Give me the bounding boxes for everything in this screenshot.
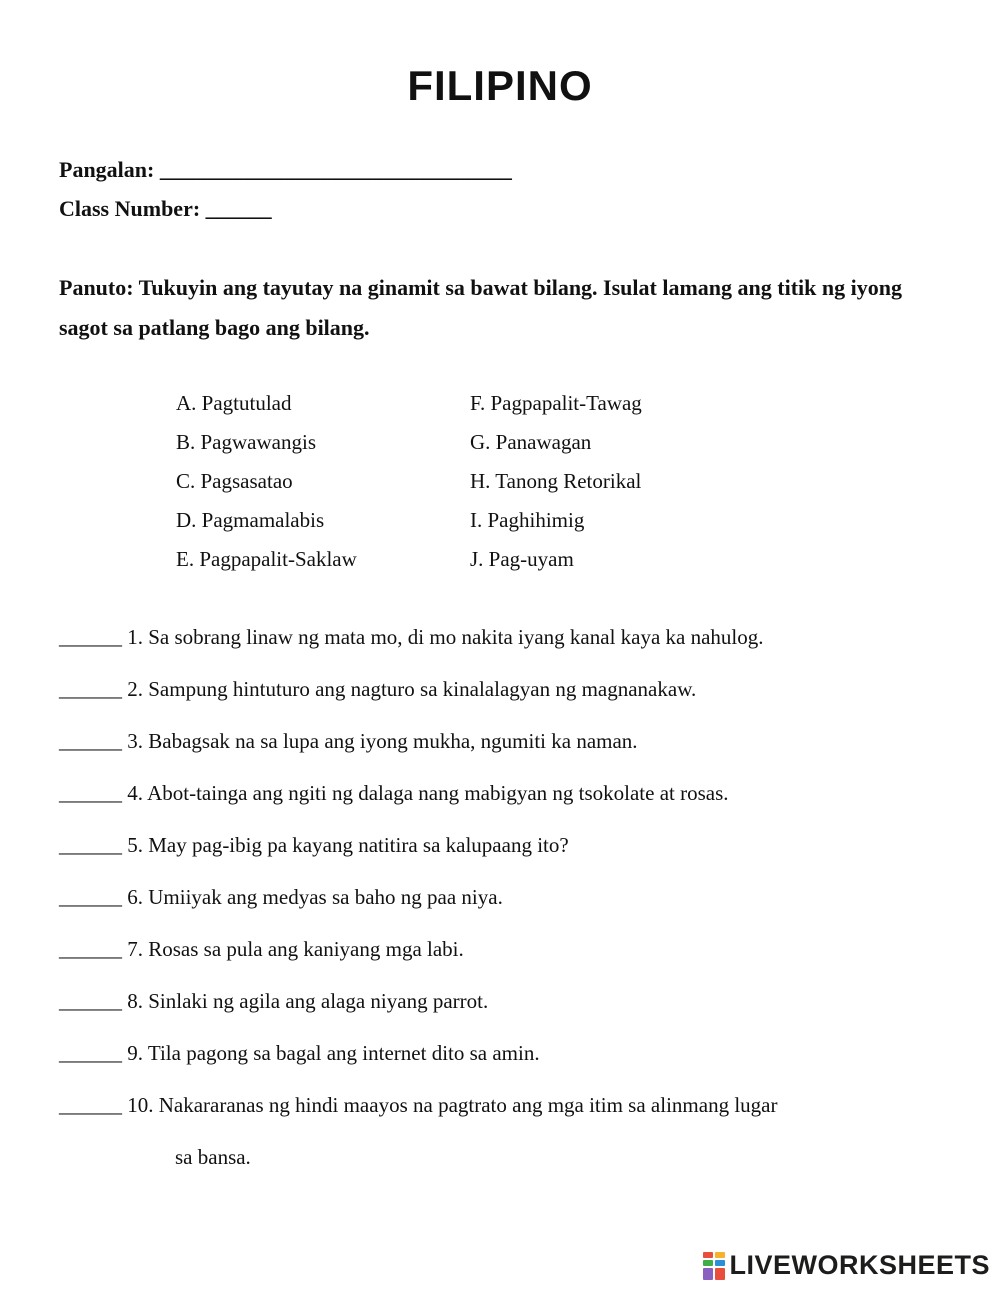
answer-blank-7[interactable]: ______ <box>59 937 122 961</box>
choice-a: A. Pagtutulad <box>176 391 292 415</box>
question-item-4 <box>59 776 959 828</box>
question-text-1: 1. Sa sobrang linaw ng mata mo, di mo nakita iyang kanal kaya ka nahulog. <box>127 625 764 649</box>
question-text-2: 2. Sampung hintuturo ang nagturo sa kinalalagyan ng magnanakaw. <box>127 677 697 701</box>
name-blank[interactable]: ________________________________ <box>159 157 512 182</box>
question-item-8 <box>59 984 959 1036</box>
question-item-10 <box>59 1088 959 1174</box>
answer-blank-1[interactable]: ______ <box>59 625 122 649</box>
question-text-9: 9. Tila pagong sa bagal ang internet dito sa amin. <box>127 1041 540 1065</box>
question-item-5 <box>59 828 959 880</box>
choice-f: F. Pagpapalit-Tawag <box>470 391 642 415</box>
choice-row <box>176 425 736 464</box>
choice-b: B. Pagwawangis <box>176 430 316 454</box>
question-text-7: 7. Rosas sa pula ang kaniyang mga labi. <box>127 937 464 961</box>
name-label: Pangalan: <box>59 157 155 182</box>
worksheet-title: FILIPINO <box>407 62 593 109</box>
class-number-label: Class Number: <box>59 196 201 221</box>
question-text-3: 3. Babagsak na sa lupa ang iyong mukha, ngumiti ka naman. <box>127 729 638 753</box>
question-item-2 <box>59 672 959 724</box>
question-item-7 <box>59 932 959 984</box>
question-item-1 <box>59 620 959 672</box>
liveworksheets-logo-icon <box>703 1252 725 1280</box>
question-text-8: 8. Sinlaki ng agila ang alaga niyang parrot. <box>127 989 489 1013</box>
answer-blank-2[interactable]: ______ <box>59 677 122 701</box>
choice-c: C. Pagsasatao <box>176 469 293 493</box>
question-text-4: 4. Abot-tainga ang ngiti ng dalaga nang mabigyan ng tsokolate at rosas. <box>127 781 729 805</box>
class-number-field <box>59 194 272 224</box>
answer-blank-6[interactable]: ______ <box>59 885 122 909</box>
question-list <box>59 620 959 1174</box>
question-item-6 <box>59 880 959 932</box>
question-item-9 <box>59 1036 959 1088</box>
question-text-10-continued: sa bansa. <box>175 1145 251 1169</box>
name-field <box>59 155 512 185</box>
choice-h: H. Tanong Retorikal <box>470 469 642 493</box>
answer-blank-10[interactable]: ______ <box>59 1093 122 1117</box>
choice-j: J. Pag-uyam <box>470 547 574 571</box>
instructions: Panuto: Tukuyin ang tayutay na ginamit sa bawat bilang. Isulat lamang ang titik ng iyong sagot sa patlang bago ang bilang. <box>59 275 902 340</box>
choice-row <box>176 464 736 503</box>
answer-blank-9[interactable]: ______ <box>59 1041 122 1065</box>
question-text-6: 6. Umiiyak ang medyas sa baho ng paa niya. <box>127 885 503 909</box>
class-number-blank[interactable]: ______ <box>205 196 272 221</box>
answer-blank-4[interactable]: ______ <box>59 781 122 805</box>
question-10-wrap <box>59 1088 777 1174</box>
choice-g: G. Panawagan <box>470 430 592 454</box>
choices-list <box>176 386 736 581</box>
liveworksheets-logo-text: LIVEWORKSHEETS <box>729 1250 990 1280</box>
liveworksheets-logo <box>703 1250 990 1281</box>
question-text-10: 10. Nakararanas ng hindi maayos na pagtrato ang mga itim sa alinmang lugar <box>127 1093 778 1117</box>
answer-blank-8[interactable]: ______ <box>59 989 122 1013</box>
choice-row <box>176 386 736 425</box>
question-item-3 <box>59 724 959 776</box>
choice-row <box>176 542 736 581</box>
question-text-5: 5. May pag-ibig pa kayang natitira sa kalupaang ito? <box>127 833 569 857</box>
choice-row <box>176 503 736 542</box>
answer-blank-5[interactable]: ______ <box>59 833 122 857</box>
choice-i: I. Paghihimig <box>470 508 585 532</box>
choice-d: D. Pagmamalabis <box>176 508 325 532</box>
choice-e: E. Pagpapalit-Saklaw <box>176 547 357 571</box>
answer-blank-3[interactable]: ______ <box>59 729 122 753</box>
